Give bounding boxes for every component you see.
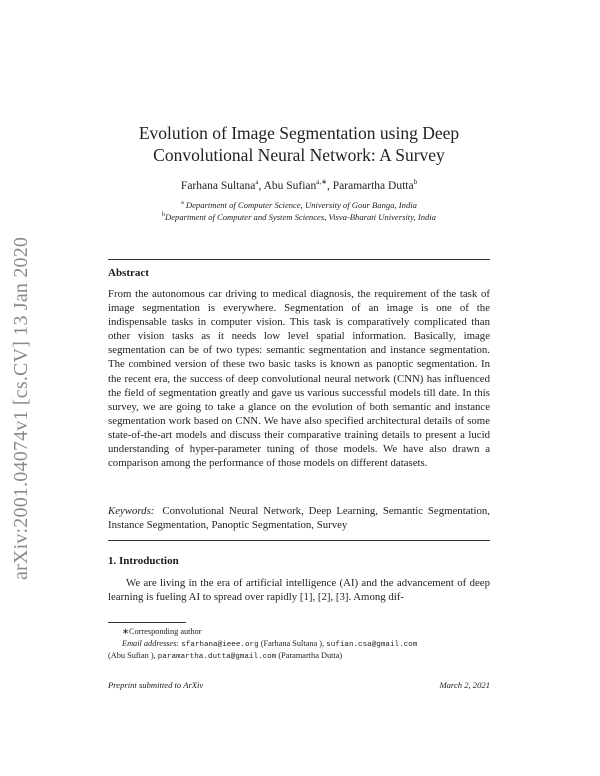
paper-title (108, 122, 490, 166)
footnote-emails-cont (108, 650, 490, 663)
keywords-text: Convolutional Neural Network, Deep Learning, Semantic Segmentation, Instance Segmentation, Panoptic Segmentation, Survey (108, 505, 490, 532)
email-label: Email addresses: (122, 639, 180, 648)
author-name: Paramartha Dutta (332, 179, 414, 192)
arxiv-watermark: arXiv:2001.04074v1 [cs.CV] 13 Jan 2020 (10, 236, 32, 580)
author-sup: b (413, 178, 418, 186)
affiliation (108, 200, 490, 210)
email-owner: (Farhana Sultana ), (260, 639, 325, 648)
affiliation-text: Department of Computer and System Sciences, Visva-Bharati University, India (165, 212, 436, 222)
affiliation-sup: a (181, 200, 184, 207)
author-name: Farhana Sultana (180, 179, 256, 192)
abstract-bottom-rule (108, 540, 490, 541)
email-link[interactable]: sufian.csa@gmail.com (326, 641, 418, 649)
footnote-corresponding: ∗Corresponding author (122, 627, 202, 636)
author-sup: a (255, 178, 259, 186)
email-link[interactable]: sfarhana@ieee.org (181, 641, 259, 649)
author-sup: a,∗ (316, 178, 328, 186)
author-list: Farhana Sultana$^a$, Abu Sufian$^{a,∗}$, Paramartha Dutta$^b$ (180, 178, 418, 192)
abstract-heading: Abstract (108, 267, 149, 279)
footer-preprint: Preprint submitted to ArXiv (108, 680, 204, 690)
footer-date: March 2, 2021 (439, 680, 490, 690)
keywords (108, 504, 490, 532)
affiliation-sup: b (162, 212, 165, 219)
keywords-label: Keywords: (108, 505, 155, 517)
title-line-2: Convolutional Neural Network: A Survey (153, 145, 445, 165)
footnote-rule (108, 622, 186, 623)
email-owner: (Abu Sufian ), (108, 651, 156, 660)
intro-text: We are living in the era of artificial intelligence (AI) and the advancement of deep learning is fueling AI to spread over rapidly [1], [2], [3]. Among dif- (108, 577, 490, 604)
email-link[interactable]: paramartha.dutta@gmail.com (157, 653, 277, 661)
title-line-1: Evolution of Image Segmentation using Deep (138, 123, 460, 143)
email-owner: (Paramartha Dutta) (278, 651, 343, 660)
abstract-top-rule (108, 259, 490, 260)
affiliation (108, 212, 490, 222)
affiliation-text: Department of Computer Science, University of Gour Banga, India (185, 200, 417, 210)
abstract-text: From the autonomous car driving to medical diagnosis, the requirement of the task of image segmentation is everywhere. Segmentation of an image is one of the indispensable tasks in computer vision. This task is comparatively complicated than other vision tasks as it needs low level spatial information. Basically, image segmentation can be of two types: semantic segmentation and instance segmentation. The combined version of these two basic tasks is known as panoptic segmentation. In the recent era, the success of deep convolutional neural network (CNN) has influenced the field of segmentation greatly and gave us various successful models till date. In this survey, we are going to take a glance on the evolution of both semantic and instance segmentation work based on CNN. We have also specified architectural details of some state-of-the-art models and discuss their comparative training details to present a lucid understanding of hyper-parameter tuning of those models. We have also drawn a comparison among the performance of those models on different datasets. (108, 288, 490, 470)
intro-heading: 1. Introduction (108, 555, 179, 567)
author-name: Abu Sufian (263, 179, 317, 192)
